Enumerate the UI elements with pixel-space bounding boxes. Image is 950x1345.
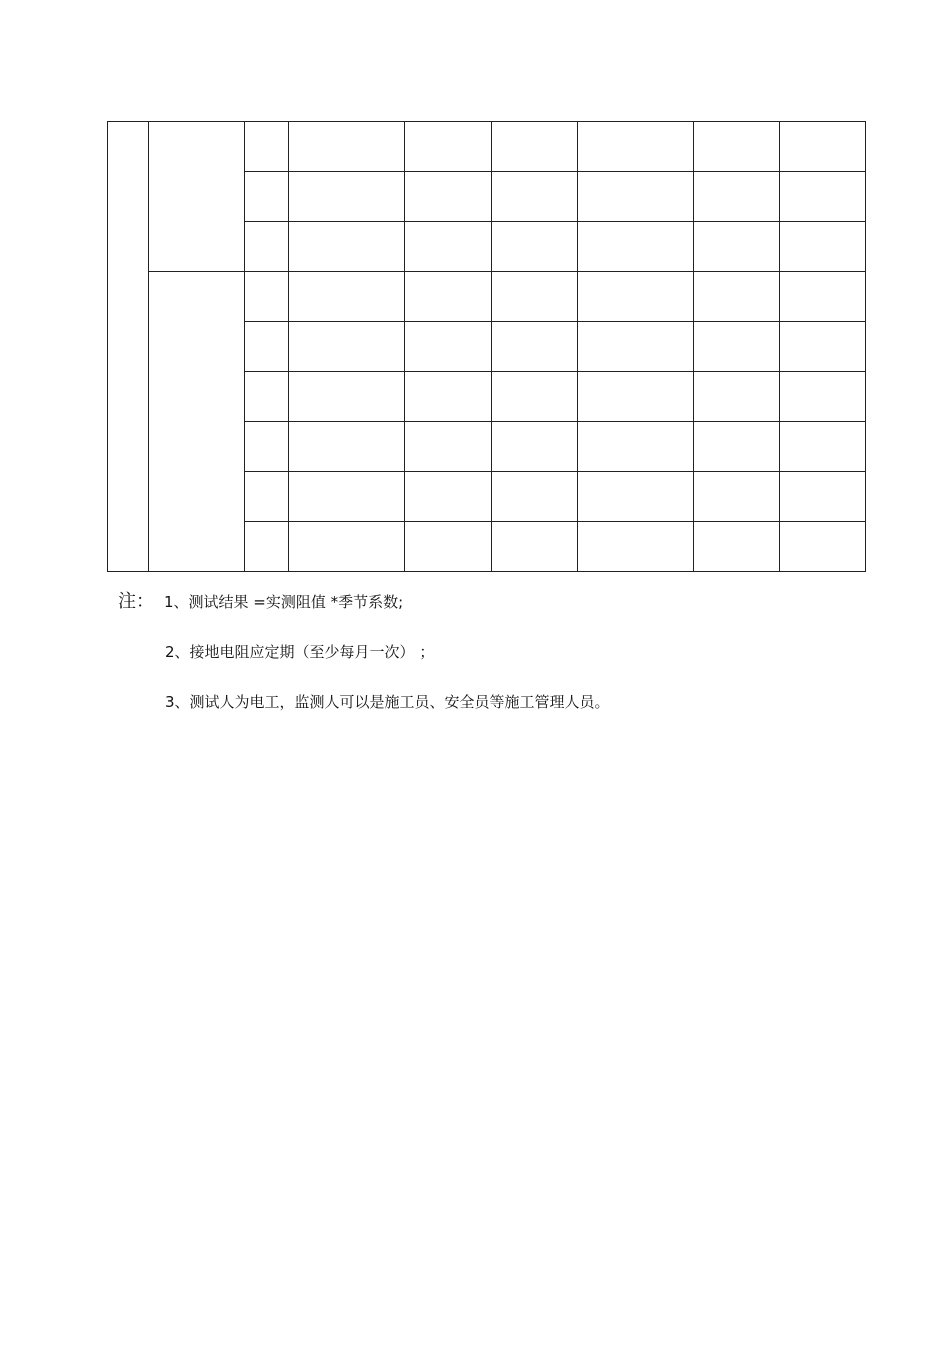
table-cell <box>245 272 289 322</box>
table-cell <box>492 172 578 222</box>
table-cell <box>405 222 492 272</box>
table-cell <box>780 472 866 522</box>
table-cell <box>405 422 492 472</box>
table-cell <box>780 322 866 372</box>
table-cell <box>405 322 492 372</box>
table-cell-group-a <box>149 122 245 272</box>
table-cell <box>405 472 492 522</box>
table-cell <box>289 122 405 172</box>
table-cell <box>245 422 289 472</box>
table-cell <box>578 322 694 372</box>
table-cell <box>245 322 289 372</box>
table-cell <box>780 372 866 422</box>
table-cell <box>245 172 289 222</box>
table-cell <box>492 422 578 472</box>
table-cell <box>578 372 694 422</box>
table-cell <box>405 172 492 222</box>
table-cell <box>289 172 405 222</box>
table-cell <box>245 372 289 422</box>
table-cell <box>405 272 492 322</box>
table-cell <box>405 122 492 172</box>
table-cell <box>289 422 405 472</box>
note-text: 2、接地电阻应定期（至少每月一次） ； <box>165 643 435 661</box>
table-cell <box>492 522 578 572</box>
table-cell <box>780 422 866 472</box>
table-cell <box>492 272 578 322</box>
table-cell <box>780 272 866 322</box>
table-cell <box>492 322 578 372</box>
notes-prefix: 注： <box>118 591 154 612</box>
table-cell <box>694 472 780 522</box>
table-cell <box>578 222 694 272</box>
table-cell <box>694 422 780 472</box>
record-table <box>107 121 866 572</box>
table-cell <box>492 472 578 522</box>
table-cell <box>694 372 780 422</box>
table-cell <box>492 122 578 172</box>
table-cell <box>694 272 780 322</box>
table-cell <box>405 522 492 572</box>
table-cell-group-b <box>149 272 245 572</box>
table-cell <box>245 122 289 172</box>
table-cell <box>245 222 289 272</box>
table-cell <box>289 322 405 372</box>
table-cell <box>245 472 289 522</box>
table-cell <box>780 172 866 222</box>
table-cell <box>578 272 694 322</box>
table-cell <box>245 522 289 572</box>
note-text: 1、测试结果 =实测阻值 *季节系数; <box>164 593 404 611</box>
table-cell-outer-group <box>108 122 149 572</box>
table-cell <box>694 172 780 222</box>
table-cell <box>578 472 694 522</box>
table-cell <box>780 522 866 572</box>
table-cell <box>492 222 578 272</box>
table-cell <box>780 122 866 172</box>
table-cell <box>694 222 780 272</box>
table-cell <box>289 272 405 322</box>
table-cell <box>289 522 405 572</box>
table-cell <box>694 122 780 172</box>
table-row <box>108 272 866 322</box>
table-cell <box>405 372 492 422</box>
table-cell <box>289 222 405 272</box>
table-row <box>108 122 866 172</box>
table-cell <box>492 372 578 422</box>
table-cell <box>578 122 694 172</box>
table-cell <box>289 372 405 422</box>
table-cell <box>578 422 694 472</box>
table-cell <box>578 172 694 222</box>
note-text: 3、测试人为电工，监测人可以是施工员、安全员等施工管理人员。 <box>165 693 610 711</box>
table-cell <box>289 472 405 522</box>
table-cell <box>694 322 780 372</box>
table-cell <box>780 222 866 272</box>
note-item-3 <box>165 692 610 712</box>
table-cell <box>694 522 780 572</box>
note-item-2 <box>165 642 434 662</box>
table-cell <box>578 522 694 572</box>
note-item-1 <box>118 592 403 612</box>
